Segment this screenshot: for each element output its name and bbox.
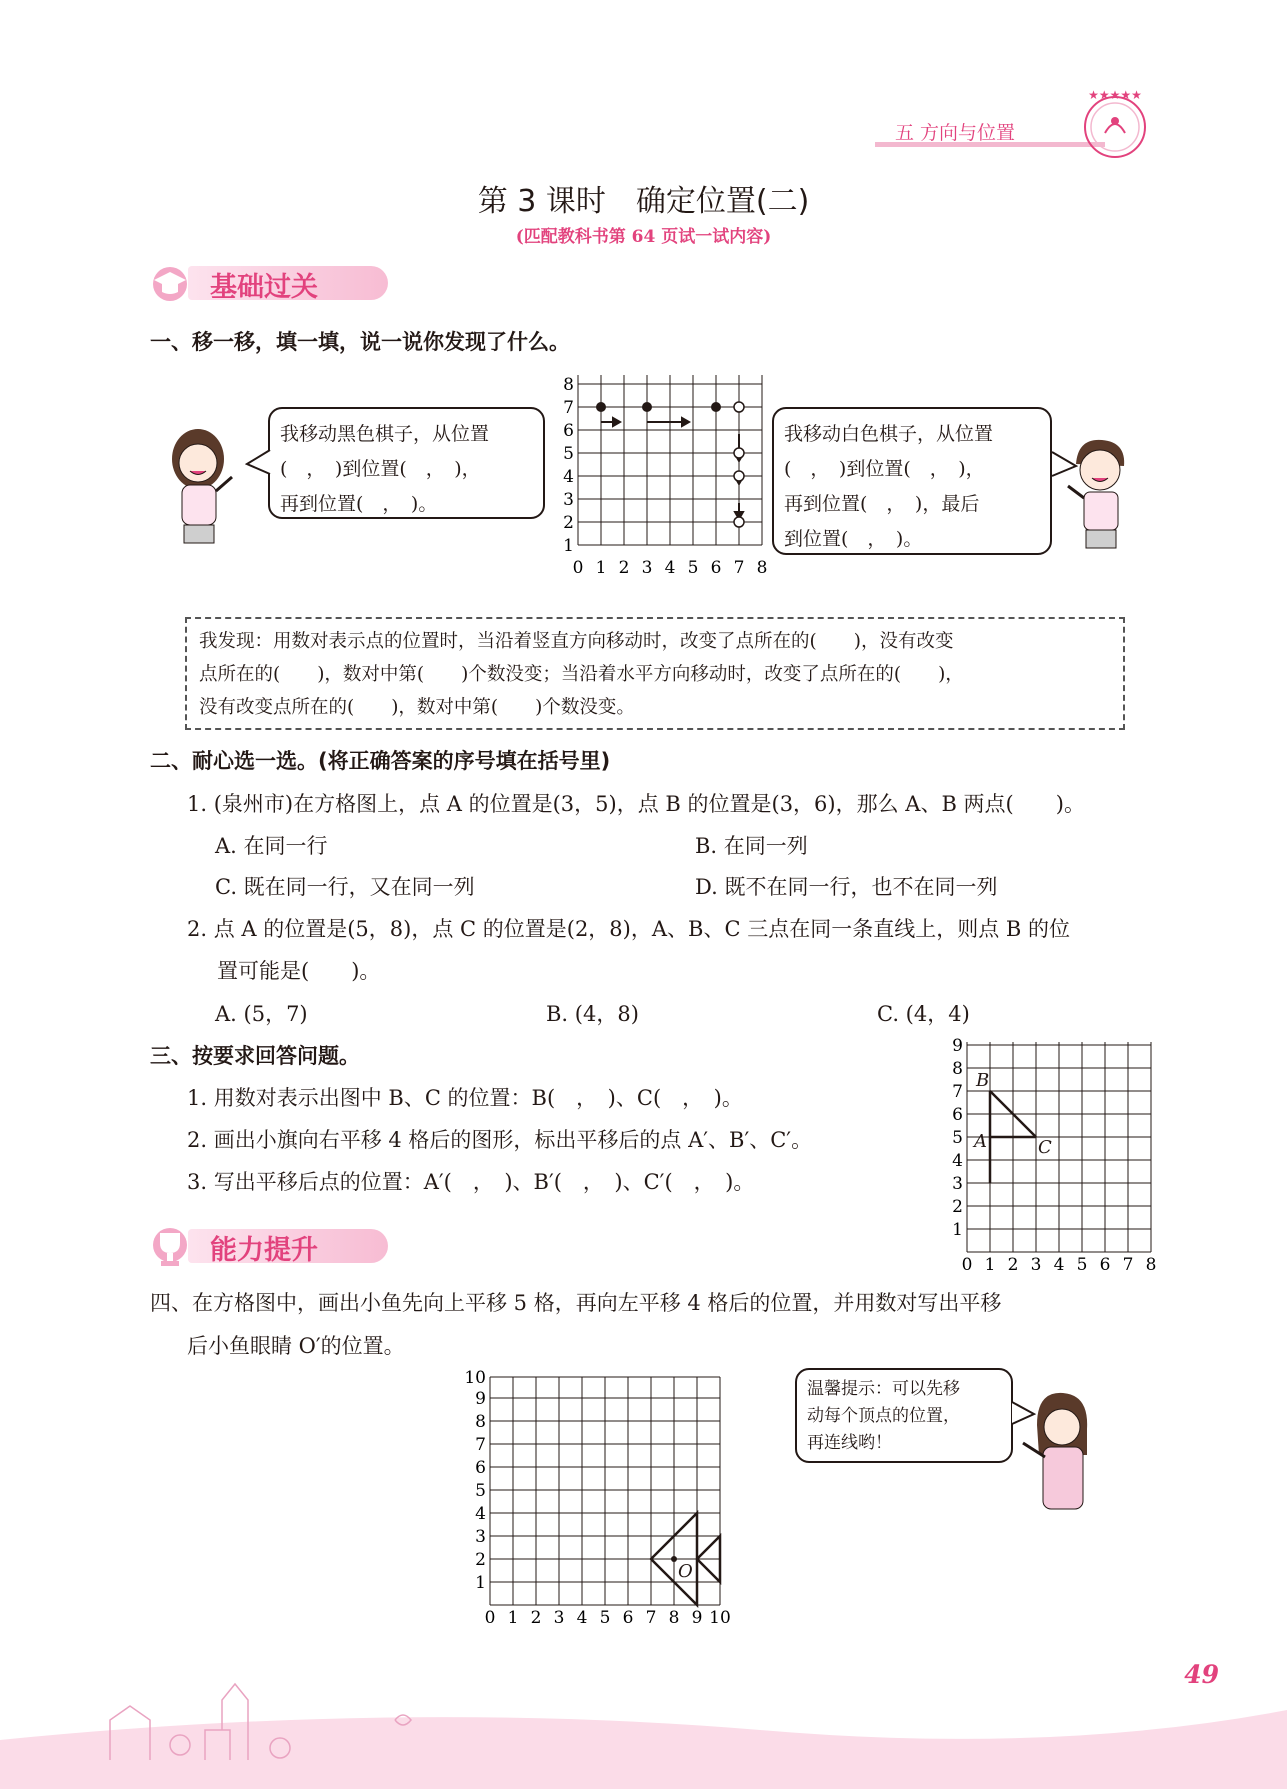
x-tick-label: 2 [1007, 1255, 1019, 1275]
y-tick-label: 7 [563, 398, 574, 418]
x-tick-label: 2 [530, 1608, 542, 1628]
q1-left-bubble [268, 407, 545, 519]
x-tick-label: 4 [1053, 1255, 1065, 1275]
x-tick-label: 6 [622, 1608, 634, 1628]
page-number: 49 [1184, 1660, 1219, 1689]
black-piece [711, 402, 721, 412]
q2-item1-option-a: A. 在同一行 [215, 834, 328, 858]
chapter-header: 五 方向与位置 [895, 122, 1016, 144]
x-tick-label: 6 [1099, 1255, 1111, 1275]
bubble-line: 到位置( ， )。 [784, 528, 923, 550]
black-piece [596, 402, 606, 412]
q1-right-bubble [772, 407, 1052, 555]
section-advanced [148, 1225, 408, 1265]
white-piece [734, 402, 744, 412]
q2-item1: 1. (泉州市)在方格图上，点 A 的位置是(3，5)，点 B 的位置是(3，6)，那么 A、B 两点( )。 [187, 792, 1085, 816]
bubble-line: 再到位置( ， )，最后 [784, 493, 980, 515]
x-tick-label: 4 [576, 1608, 588, 1628]
x-tick-label: 5 [687, 558, 699, 578]
section-label: 能力提升 [210, 1235, 318, 1266]
x-tick-label: 8 [1145, 1255, 1157, 1275]
x-tick-label: 1 [595, 558, 607, 578]
y-tick-label: 7 [952, 1082, 963, 1102]
x-tick-label: 8 [668, 1608, 680, 1628]
page-title: 第 3 课时 确定位置(二) [477, 184, 810, 219]
x-tick-label: 3 [1030, 1255, 1042, 1275]
fish-eye-label: O [678, 1561, 693, 1582]
bubble-line: 我移动黑色棋子，从位置 [280, 423, 490, 445]
q2-item2-line1: 2. 点 A 的位置是(5，8)，点 C 的位置是(2，8)，A、B、C 三点在同一条直线上，则点 B 的位 [187, 917, 1070, 941]
x-tick-label: 0 [572, 558, 584, 578]
boy-icon [1060, 432, 1140, 552]
y-tick-label: 2 [952, 1197, 963, 1217]
y-tick-label: 5 [563, 444, 574, 464]
y-tick-label: 5 [952, 1128, 963, 1148]
graduation-cap-icon [148, 262, 194, 302]
x-tick-label: 1 [507, 1608, 519, 1628]
y-tick-label: 8 [475, 1412, 486, 1432]
x-tick-label: 10 [709, 1608, 731, 1628]
y-tick-label: 8 [563, 375, 574, 395]
q2-item2-option-c: C. (4，4) [877, 1002, 970, 1026]
q1-heading: 一、移一移，填一填，说一说你发现了什么。 [150, 330, 570, 354]
y-tick-label: 6 [475, 1458, 486, 1478]
trophy-icon [148, 1225, 194, 1269]
q1-discovery-box [185, 617, 1125, 730]
footer-decoration [0, 1640, 1287, 1789]
point-label-a: A [974, 1131, 987, 1152]
svg-text:★★★★★: ★★★★★ [1088, 88, 1142, 102]
section-label: 基础过关 [210, 272, 318, 303]
tip-line: 温馨提示：可以先移 [807, 1379, 960, 1399]
q4-grid [455, 1365, 740, 1635]
q2-heading: 二、耐心选一选。(将正确答案的序号填在括号里) [150, 749, 611, 773]
white-piece [734, 471, 744, 481]
bubble-line: ( ， )到位置( ， )， [280, 458, 481, 480]
y-tick-label: 2 [563, 513, 574, 533]
x-tick-label: 0 [484, 1608, 496, 1628]
y-tick-label: 2 [475, 1550, 486, 1570]
bubble-line: 再到位置( ， )。 [280, 493, 438, 515]
q2-item1-option-d: D. 既不在同一行，也不在同一列 [695, 875, 998, 899]
discovery-line: 点所在的( )，数对中第( )个数没变；当沿着水平方向移动时，改变了点所在的( )， [199, 664, 964, 685]
q2-item1-option-b: B. 在同一列 [695, 834, 808, 858]
x-tick-label: 7 [1122, 1255, 1134, 1275]
q2-item2-line2: 置可能是( )。 [217, 959, 381, 983]
section-basic [148, 262, 408, 302]
x-tick-label: 2 [618, 558, 630, 578]
x-tick-label: 6 [710, 558, 722, 578]
q4-tip-bubble [795, 1368, 1013, 1463]
x-tick-label: 8 [756, 558, 768, 578]
q2-item2-option-a: A. (5，7) [215, 1002, 308, 1026]
bubble-line: ( ， )到位置( ， )， [784, 458, 985, 480]
q3-item2: 2. 画出小旗向右平移 4 格后的图形，标出平移后的点 A′、B′、C′。 [187, 1128, 813, 1152]
q4-line2: 后小鱼眼睛 O′的位置。 [187, 1334, 405, 1358]
q3-item3: 3. 写出平移后点的位置：A′( ， )、B′( ， )、C′( ， )。 [187, 1170, 755, 1194]
y-tick-label: 1 [563, 536, 574, 556]
x-tick-label: 5 [1076, 1255, 1088, 1275]
y-tick-label: 4 [563, 467, 574, 487]
discovery-line: 没有改变点所在的( )，数对中第( )个数没变。 [199, 697, 635, 718]
bubble-line: 我移动白色棋子，从位置 [784, 423, 994, 445]
discovery-line: 我发现：用数对表示点的位置时，当沿着竖直方向移动时，改变了点所在的( )，没有改变 [199, 631, 954, 652]
x-tick-label: 1 [984, 1255, 996, 1275]
q4-line1: 四、在方格图中，画出小鱼先向上平移 5 格，再向左平移 4 格后的位置，并用数对写出平移 [150, 1291, 1002, 1315]
y-tick-label: 9 [475, 1389, 486, 1409]
brand-seal-icon [1075, 85, 1155, 165]
x-tick-label: 5 [599, 1608, 611, 1628]
x-tick-label: 9 [691, 1608, 703, 1628]
girl-icon [160, 425, 240, 545]
y-tick-label: 4 [952, 1151, 963, 1171]
point-label-b: B [976, 1070, 990, 1091]
teacher-icon [1015, 1385, 1105, 1515]
q3-grid [940, 1030, 1160, 1280]
x-tick-label: 3 [641, 558, 653, 578]
q3-item1: 1. 用数对表示出图中 B、C 的位置：B( ， )、C( ， )。 [187, 1086, 743, 1110]
y-tick-label: 10 [464, 1368, 486, 1388]
q1-grid [555, 365, 775, 585]
bubble-tail [245, 448, 271, 478]
fish-eye [671, 1556, 677, 1562]
x-tick-label: 7 [733, 558, 745, 578]
tip-line: 动每个顶点的位置， [807, 1406, 960, 1426]
q2-item1-option-c: C. 既在同一行，又在同一列 [215, 875, 475, 899]
black-piece [642, 402, 652, 412]
y-tick-label: 3 [475, 1527, 486, 1547]
y-tick-label: 9 [952, 1036, 963, 1056]
y-tick-label: 6 [952, 1105, 963, 1125]
x-tick-label: 7 [645, 1608, 657, 1628]
x-tick-label: 3 [553, 1608, 565, 1628]
point-label-c: C [1038, 1137, 1052, 1158]
y-tick-label: 6 [563, 421, 574, 441]
q3-heading: 三、按要求回答问题。 [150, 1044, 360, 1068]
tip-line: 再连线哟！ [807, 1433, 892, 1453]
x-tick-label: 0 [961, 1255, 973, 1275]
white-piece [734, 448, 744, 458]
y-tick-label: 7 [475, 1435, 486, 1455]
y-tick-label: 3 [563, 490, 574, 510]
page-subtitle: (匹配教科书第 64 页试一试内容) [515, 227, 772, 247]
y-tick-label: 5 [475, 1481, 486, 1501]
q2-item2-option-b: B. (4，8) [546, 1002, 639, 1026]
y-tick-label: 1 [952, 1220, 963, 1240]
y-tick-label: 1 [475, 1573, 486, 1593]
y-tick-label: 3 [952, 1174, 963, 1194]
y-tick-label: 8 [952, 1059, 963, 1079]
x-tick-label: 4 [664, 558, 676, 578]
white-piece [734, 517, 744, 527]
y-tick-label: 4 [475, 1504, 486, 1524]
